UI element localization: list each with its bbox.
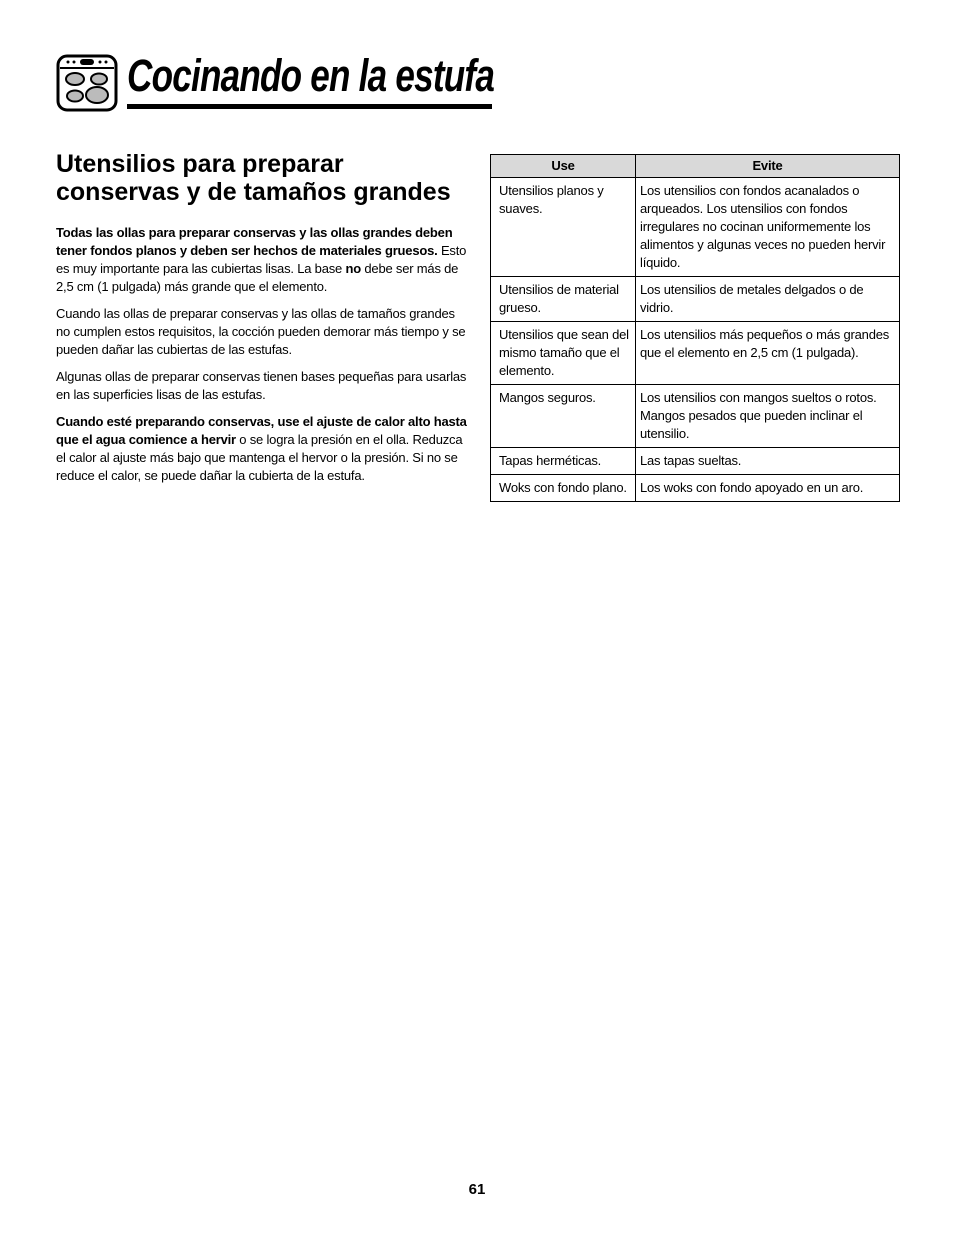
paragraph-1-text-b: debe ser más de 2,5 cm (1 pulgada) más grande que el elemento. [56, 261, 459, 294]
use-cell: Tapas herméticas. [491, 448, 636, 475]
use-cell: Utensilios que sean del mismo tamaño que el elemento. [491, 322, 636, 385]
avoid-cell: Los utensilios con fondos acanalados o arqueados. Los utensilios con fondos irregulares no cocinan uniformemente los alimentos y algunas veces no pueden hervir líquido. [636, 178, 900, 277]
avoid-cell: Los utensilios de metales delgados o de vidrio. [636, 277, 900, 322]
paragraph-4 [56, 413, 472, 485]
column-header-avoid: Evite [636, 155, 900, 178]
stove-icon [56, 54, 118, 112]
use-cell: Woks con fondo plano. [491, 475, 636, 502]
paragraph-4-text: o se logra la presión en el olla. Reduzca el calor al ajuste más bajo que mantenga el hervor o la presión. Si no se reduce el calor, se puede dañar la cubierta de la estufa. [56, 432, 463, 483]
avoid-cell: Las tapas sueltas. [636, 448, 900, 475]
use-cell: Utensilios planos y suaves. [491, 178, 636, 277]
avoid-cell: Los utensilios más pequeños o más grandes que el elemento en 2,5 cm (1 pulgada). [636, 322, 900, 385]
page-title: Cocinando en la estufa [127, 50, 495, 101]
paragraph-3: Algunas ollas de preparar conservas tienen bases pequeñas para usarlas en las superficies lisas de las estufas. [56, 369, 467, 402]
table-header-row [491, 155, 900, 178]
section-body [56, 150, 472, 494]
paragraph-1 [56, 224, 472, 296]
page-number: 61 [468, 1181, 486, 1198]
title-rule [127, 104, 492, 109]
use-cell: Utensilios de material grueso. [491, 277, 636, 322]
section-heading: Utensilios para preparar conservas y de tamaños grandes [56, 150, 451, 206]
paragraph-4-bold-intro: Cuando esté preparando conservas, use el ajuste de calor alto hasta que el agua comience a hervir [56, 414, 467, 447]
paragraph-1-bold-no: no [345, 261, 361, 276]
paragraph-1-bold-intro: Todas las ollas para preparar conservas y las ollas grandes deben tener fondos planos y deben ser hechos de materiales gruesos. [56, 225, 453, 258]
avoid-cell: Los woks con fondo apoyado en un aro. [636, 475, 900, 502]
paragraph-1-text-a: Esto es muy importante para las cubiertas lisas. La base [56, 243, 467, 276]
paragraph-2: Cuando las ollas de preparar conservas y las ollas de tamaños grandes no cumplen estos requisitos, la cocción pueden demorar más tiempo y se pueden dañar las cubiertas de las estufas. [56, 306, 466, 357]
table-row [491, 322, 900, 385]
table-row [491, 277, 900, 322]
column-header-use: Use [491, 155, 636, 178]
table-row [491, 178, 900, 277]
table-row [491, 448, 900, 475]
table-row [491, 385, 900, 448]
cookware-table [490, 154, 900, 502]
table-row [491, 475, 900, 502]
use-cell: Mangos seguros. [491, 385, 636, 448]
avoid-cell: Los utensilios con mangos sueltos o rotos. Mangos pesados que pueden inclinar el utensilio. [636, 385, 900, 448]
